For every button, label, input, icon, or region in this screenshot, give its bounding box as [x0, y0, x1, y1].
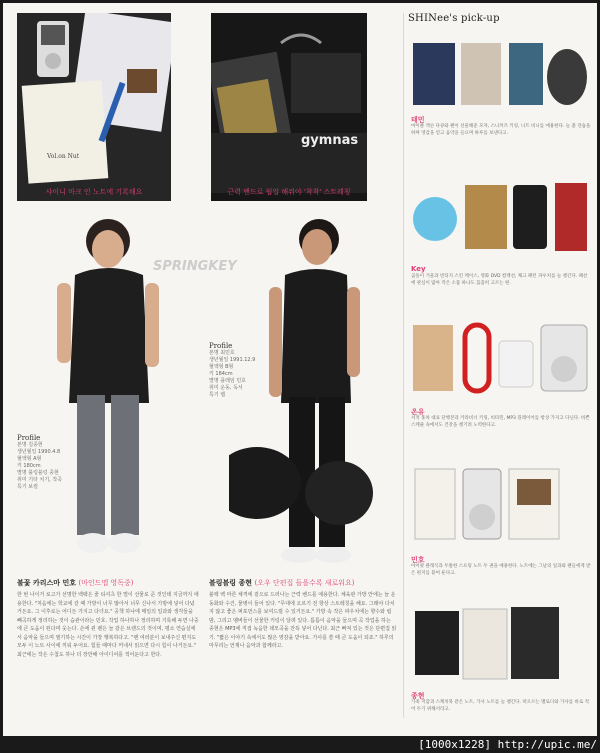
profile-left-line: 키 180cm	[17, 463, 41, 469]
pick-text-minho: 아이팟 클래식과 두툼한 스프링 노트 두 권을 애용한다. 노트에는 그날의 일과와 팬들에게 받은 편지를 붙여 둔다고.	[411, 564, 591, 576]
left-headline-sub: (마인드맵 영독중)	[78, 579, 134, 587]
pick-photo-jonghyun	[411, 603, 591, 687]
notebook-text: Vol.on Nut	[47, 153, 80, 160]
onew-items-art	[411, 321, 591, 397]
profile-right-line: 키 184cm	[209, 371, 233, 377]
right-headline-sub: (오우 단편집 들을수록 새로워요)	[254, 579, 355, 587]
pick-text-key: 곰돌이 거울과 빈티지 스킨 케이스, 영화 DVD 컬렉션, 체크 패턴 파우치를 늘 챙긴다. 패션에 관심이 많아 작은 소품 하나도 꼼꼼히 고르는 편.	[411, 274, 588, 286]
pick-text-jonghyun: 가죽 지갑과 스케치북 같은 노트, 가사 노트를 늘 챙긴다. 떠오르는 멜로디와 가사를 바로 적어 두기 위해서라고.	[411, 700, 589, 712]
pick-photo-onew	[411, 321, 591, 397]
image-size-tag: [1000x1228] http://upic.me/	[418, 738, 597, 751]
left-headline-title: 불꽃 카리스마 민호	[17, 579, 76, 587]
left-article-body: 한 번 나이거 로고가 선명한 백팩은 줄 티셔츠 한 벌이 선물로 준 것인데 지금까지 애용한다. "처음에는 학교에 갈 때 가방이 너무 많아서 너무 신나서 가방에 넣어 다녔거든요. 그 이후로는 어디든 가지고 다녀요." 공책 하나에 매일의 일과와 생각들을 빼곡하게 정리하는 것이 습관이라는 민호. 작업 하나하나 정리하며 기록해 두면 나중에 큰 도움이 된다며 웃는다. 손에 쥔 펜은 늘 같은 브랜드의 것이며, 평소 연습실에서 음악을 들으며 필기하는 시간이 가장 행복하다고. "팬 여러분이 보내주신 편지도 모두 이 노트 사이에 끼워 두어요. 힘들 때마다 꺼내서 읽으면 다시 힘이 나거든요." 최근에는 작은 수첩도 하나 더 장만해 아이디어를 적어둔다고 한다.	[17, 592, 199, 658]
left-headline	[17, 578, 133, 588]
pick-text-onew: 서적 홍차 대표 단행본과 카라비너 키링, 비타민, MP3 플레이어를 항상 가지고 다닌다. 바쁜 스케줄 속에서도 건강을 챙기려 노력한다고.	[411, 416, 590, 428]
profile-right-line: 별명 플레임 민호	[209, 378, 246, 384]
taemin-items-art	[411, 39, 591, 109]
sidebar-title: SHINee's pick-up	[408, 13, 500, 24]
left-photo-caption: 샤이니 마크 인 노트에 기록해요	[45, 188, 143, 196]
profile-right-title: Profile	[209, 342, 233, 350]
pick-label-minho: 민호	[411, 556, 425, 564]
column-divider	[403, 13, 404, 718]
profile-right-line: 생년월일 1991.12.9	[209, 357, 256, 363]
pick-label-jonghyun: 종현	[411, 692, 425, 700]
profile-left-line: 취미 기타 치기, 작곡	[17, 477, 62, 483]
profile-left	[17, 435, 87, 491]
pick-photo-minho	[411, 465, 591, 545]
profile-right-line: 혈액형 B형	[209, 364, 234, 370]
profile-left-line: 본명 김종현	[17, 442, 43, 448]
magazine-page	[3, 3, 597, 736]
right-headline	[209, 578, 355, 588]
profile-left-line: 특기 보컬	[17, 484, 38, 490]
pick-label-taemin: 태민	[411, 116, 425, 124]
gym-bag-photo	[211, 13, 367, 201]
profile-right-line: 본명 최민호	[209, 350, 235, 356]
right-photo-caption: 근력 밴드로 웜업 해줘야 '착착' 스트레칭	[227, 188, 351, 196]
profile-left-line: 혈액형 A형	[17, 456, 42, 462]
profile-right-line: 특기 랩	[209, 392, 226, 398]
key-items-art	[411, 179, 591, 255]
notebook-photo	[17, 13, 171, 201]
profile-left-line: 별명 블링블링 종현	[17, 470, 59, 476]
profile-right-line: 취미 운동, 독서	[209, 385, 243, 391]
minho-figure	[53, 213, 163, 582]
profile-left-title: Profile	[17, 434, 41, 442]
minho-figure-art	[53, 213, 163, 578]
gym-bag-art	[211, 13, 367, 201]
notebook-photo-art	[17, 13, 171, 201]
jonghyun-items-art	[411, 603, 591, 687]
profile-right	[209, 343, 279, 399]
pick-label-key: Key	[411, 265, 426, 273]
profile-left-line: 생년월일 1990.4.8	[17, 449, 61, 455]
pick-photo-taemin	[411, 39, 591, 109]
springkey-watermark: SPRINGKEY	[153, 259, 237, 274]
right-headline-title: 블링블링 종현	[209, 579, 253, 587]
pick-photo-key	[411, 179, 591, 255]
right-article-body: 블랙 벡 마른 체격에 겉으로 드러나는 근력 밴드를 애용한다. 체육관 가방 안에는 늘 운동화와 수건, 물병이 들어 있다. "무대에 오르기 전 항상 스트레칭을 해요. 그래야 다치지 않고 좋은 퍼포먼스를 보여드릴 수 있거든요." 가방 속 작은 파우치에는 향수와 립밤, 그리고 멤버들이 선물한 키링이 달려 있다. 틈틈이 음악을 들으며 곡 작업을 하는 종현은 MP3에 직접 녹음한 데모곡을 잔뜩 넣어 다닌다. 최근 빠져 있는 것은 단편집 읽기. "짧은 이야기 속에서도 많은 영감을 받아요. 가사를 쓸 때 큰 도움이 되죠." 하루의 마무리는 언제나 음악과 함께라고.	[209, 592, 397, 649]
pick-label-onew: 온유	[411, 408, 425, 416]
pick-text-taemin: 마이클 잭슨 다큐와 팬이 선물해준 모자, 스니커즈 키링, 니트 비니를 애용한다. 늘 춤 연습을 하며 영감을 얻고 음악을 들으며 하루를 보낸다고.	[411, 124, 591, 136]
minho-items-art	[411, 465, 591, 545]
gym-bag-logo: gymnas	[301, 133, 359, 148]
